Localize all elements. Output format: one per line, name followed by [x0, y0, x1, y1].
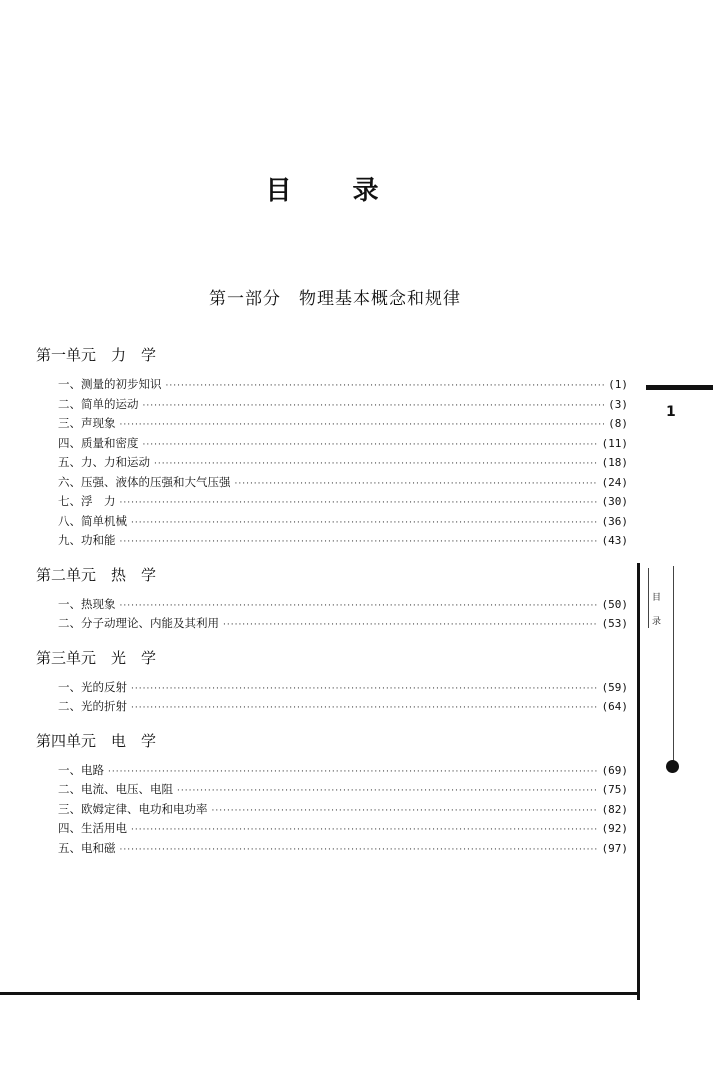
toc-entry[interactable]	[36, 615, 628, 635]
dot-leader	[131, 684, 598, 694]
dot-leader	[108, 767, 598, 777]
toc-entry-label: 二、简单的运动	[58, 396, 139, 411]
page-title: 目 录	[265, 176, 405, 206]
part-heading: 第一部分 物理基本概念和规律	[209, 289, 461, 309]
unit-entry-list	[36, 596, 628, 635]
toc-entry[interactable]	[36, 396, 628, 416]
toc-entry-page: (75)	[601, 783, 628, 796]
toc-entry-page: (59)	[601, 680, 628, 694]
toc-entry-page: (36)	[601, 514, 628, 528]
toc-entry-label: 六、压强、液体的压强和大气压强	[58, 474, 231, 489]
dot-leader	[120, 537, 598, 547]
unit-heading: 第二单元 热 学	[36, 565, 157, 584]
toc-entry-page: (1)	[608, 378, 628, 391]
toc-entry-label: 一、热现象	[58, 596, 116, 611]
toc-entry-label: 三、欧姆定律、电功和电功率	[58, 801, 208, 816]
toc-entry-label: 四、生活用电	[58, 821, 127, 835]
dot-leader	[143, 440, 598, 450]
toc-entry-page: (53)	[601, 617, 628, 630]
toc-entry-label: 五、电和磁	[58, 840, 116, 855]
dot-leader	[120, 498, 598, 508]
dot-leader	[235, 479, 598, 489]
toc-entry[interactable]	[36, 801, 628, 821]
toc-entry-page: (18)	[601, 456, 628, 469]
toc-entry[interactable]	[36, 474, 628, 494]
toc-entry-label: 九、功和能	[58, 533, 116, 547]
side-tab-rule	[673, 566, 674, 762]
toc-entry-label: 一、测量的初步知识	[58, 377, 162, 391]
toc-entry-label: 五、力、力和运动	[58, 455, 150, 469]
toc-entry[interactable]	[36, 415, 628, 435]
toc-entry[interactable]	[36, 454, 628, 474]
toc-entry-label: 三、声现象	[58, 416, 116, 430]
toc-entry-page: (3)	[608, 397, 628, 411]
side-tab-label: 目录	[652, 593, 662, 627]
toc-entry[interactable]	[36, 376, 628, 396]
dot-leader	[143, 401, 605, 411]
toc-entry-page: (97)	[601, 841, 628, 855]
unit-heading: 第一单元 力 学	[36, 346, 157, 364]
dot-leader	[120, 601, 598, 611]
toc-entry-page: (11)	[601, 436, 628, 450]
toc-entry-page: (8)	[608, 417, 628, 430]
toc-entry-page: (50)	[601, 597, 628, 611]
dot-leader	[120, 845, 598, 855]
toc-entry[interactable]	[36, 698, 628, 718]
page-border-bottom	[0, 992, 640, 995]
toc-entry-page: (30)	[601, 495, 628, 508]
toc-entry-page: (43)	[601, 534, 628, 547]
dot-leader	[131, 825, 598, 835]
toc-entry[interactable]	[36, 513, 628, 533]
toc-entry[interactable]	[36, 762, 628, 782]
page-border-right	[637, 563, 640, 1000]
toc-entry[interactable]	[36, 532, 628, 552]
toc-entry[interactable]	[36, 781, 628, 801]
dot-leader	[154, 459, 598, 469]
unit-entry-list	[36, 762, 628, 860]
toc-entry-label: 二、电流、电压、电阻	[58, 782, 173, 796]
toc-entry-label: 七、浮 力	[58, 494, 116, 508]
toc-entry[interactable]	[36, 679, 628, 699]
table-of-contents	[36, 338, 628, 867]
toc-entry[interactable]	[36, 435, 628, 455]
dot-leader	[223, 620, 598, 630]
dot-leader	[131, 518, 598, 528]
dot-leader	[131, 703, 598, 713]
dot-leader	[177, 786, 598, 796]
toc-entry-page: (24)	[601, 475, 628, 489]
page-number: 1	[666, 404, 676, 420]
toc-entry-page: (82)	[601, 802, 628, 816]
toc-entry[interactable]	[36, 840, 628, 860]
unit-heading: 第三单元 光 学	[36, 648, 157, 667]
dot-leader	[166, 381, 605, 391]
toc-entry-page: (69)	[601, 763, 628, 777]
toc-entry-label: 一、电路	[58, 762, 104, 777]
toc-entry-label: 八、简单机械	[58, 513, 127, 528]
side-tab-line	[648, 568, 649, 628]
toc-entry-label: 二、光的折射	[58, 699, 127, 713]
dot-leader	[212, 806, 598, 816]
toc-entry-page: (92)	[601, 822, 628, 835]
toc-entry-label: 一、光的反射	[58, 679, 127, 694]
toc-entry[interactable]	[36, 493, 628, 513]
toc-entry-page: (64)	[601, 700, 628, 713]
toc-entry-label: 二、分子动理论、内能及其利用	[58, 616, 219, 630]
unit-entry-list	[36, 679, 628, 718]
side-tab-dot	[666, 760, 679, 773]
dot-leader	[120, 420, 605, 430]
toc-entry-label: 四、质量和密度	[58, 435, 139, 450]
toc-entry[interactable]	[36, 820, 628, 840]
margin-tab-bar	[646, 385, 713, 390]
unit-heading: 第四单元 电 学	[36, 731, 157, 750]
toc-entry[interactable]	[36, 596, 628, 616]
unit-entry-list	[36, 376, 628, 552]
